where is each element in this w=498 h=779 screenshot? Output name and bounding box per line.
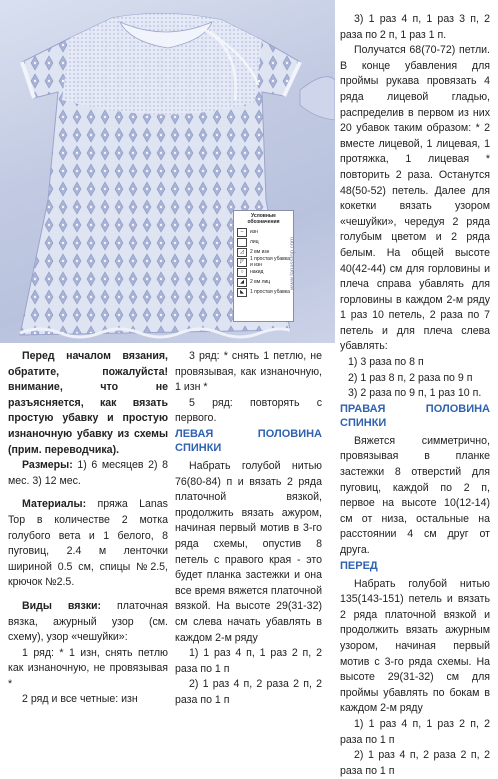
stitch-legend	[233, 210, 294, 322]
knit-symbol-icon	[237, 238, 247, 247]
watermark: www.lanasstop.com	[290, 236, 296, 290]
right-column	[340, 12, 490, 779]
neck-decrease-1: 1) 3 раза по 8 п	[348, 356, 424, 369]
legend-item: ◣ 1 простая убавка	[237, 287, 290, 297]
section-heading-front: ПЕРЕД	[340, 559, 378, 572]
translator-note: Перед началом вязания, обратите, пожалуйста! внимание, что не разъясняется, как вязать простую убавку и простую изнаночную убавку из схемы (прим. переводчика).	[8, 350, 168, 456]
legend-item: лиц	[237, 237, 290, 247]
pattern-row-2: 2 ряд и все четные: изн	[22, 693, 138, 706]
materials-paragraph: Материалы: пряжа Lanas Top в количестве 2 мотка голубого вета и 1 белого, 8 пуговиц, 2.4 м ленточки шириной 0.5 см, спицы №2.5, крючок №2.5.	[8, 498, 168, 589]
pattern-row-5: 5 ряд: повторять с первого.	[175, 396, 322, 425]
legend-item: ◿ 2 вм изн	[237, 247, 290, 257]
decrease-size-2: 2) 1 раз 4 п, 2 раза 2 п, 2 раза по 1 п	[175, 678, 322, 706]
neck-decrease-list	[340, 355, 490, 402]
left-back-instructions: Набрать голубой нитью 76(80-84) п и вязать 2 ряда платочной вязкой, продолжить вязать ажуром, начиная первый мотив в 3-го ряда схемы, опустив 8 петель с правого края - это будет планка застежки и она все время вяжется платочной вязкой. На высоте 29(31-32) см слева начать убавлять в каждом 2-м ряду	[175, 459, 322, 644]
dress-photo	[0, 0, 335, 343]
pattern-row-3: 3 ряд: * снять 1 петлю, не провязывая, как изнаночную, 1 изн *	[175, 350, 322, 394]
decrease-size-3: 3) 1 раз 4 п, 1 раз 3 п, 2 раза по 2 п, 1 раз 1 п.	[340, 13, 490, 41]
armhole-instructions: Получатся 68(70-72) петли. В конце убавления для проймы рукава провязать 4 ряда лицевой гладью, распределив в первом из них 20 убавок таким образом: * 2 вместе лицевой, 1 лицевая, 1 протяжка, 1 лицевая * повторить 2 раза. Останутся 48(50-52) петель. Далее для кокетки вязать узором «чешуйки», чередуя 2 ряда голубым цветом и 2 ряда белым. На общей высоте 40(42-44) см для горловины и плеча справа убавлять для горловины в каждом 2-м ряду 1 раз 10 петель, 2 раза по 7 петель и для плеча слева убавлять:	[340, 44, 490, 353]
purl-symbol-icon: –	[237, 228, 247, 237]
decrease-size-1: 1) 1 раз 4 п, 1 раз 2 п, 2 раза по 1 п	[175, 647, 322, 675]
yarn-over-icon: ○	[237, 268, 247, 277]
front-decrease-1: 1) 1 раз 4 п, 1 раз 2 п, 2 раза по 1 п	[340, 717, 490, 746]
knit-two-together-icon: ◢	[237, 278, 247, 287]
middle-column	[175, 349, 322, 708]
stitch-types-paragraph: Виды вязки: платочная вязка, ажурный узор (см. схему), узор «чешуйки»:	[8, 599, 168, 644]
pattern-row-1: 1 ряд: * 1 изн, снять петлю как изнаночную, не провязывая *	[8, 646, 168, 690]
section-heading-right-back: ПРАВАЯ ПОЛОВИНА СПИНКИ	[340, 402, 490, 429]
neck-decrease-2: 2) 1 раз 8 п, 2 раза по 9 п	[348, 371, 473, 384]
simple-decrease-purl-icon: ◸	[237, 258, 247, 267]
purl-two-together-icon: ◿	[237, 248, 247, 257]
right-back-instructions: Вяжется симметрично, провязывая в планке застежки 8 отверстий для пуговиц, каждой по 2 п, первое на высоте 10(12-14) см от низа, остальные на расстоянии 4 см друг от друга.	[340, 434, 490, 556]
legend-item: ◢ 2 вм лиц	[237, 277, 290, 287]
front-instructions: Набрать голубой нитью 135(143-151) петель и вязать 2 ряда платочной вязкой и продолжить вязать ажурным узором, начиная первый мотив с 3-го ряда схемы. На высоте 29(31-32) см для проймы убавлять по бокам в каждом 2-м ряду	[340, 577, 490, 715]
section-heading-left-back: ЛЕВАЯ ПОЛОВИНА СПИНКИ	[175, 427, 322, 454]
legend-item: – изн	[237, 227, 290, 237]
simple-decrease-icon: ◣	[237, 288, 247, 297]
sizes-paragraph: Размеры: 1) 6 месяцев 2) 8 мес. 3) 12 мес.	[8, 459, 168, 487]
legend-title: Условные обозначения	[247, 213, 280, 225]
neck-decrease-3: 3) 2 раза по 9 п, 1 раз 10 п.	[348, 387, 482, 400]
legend-item: ◸ 1 простая убавка и изн	[237, 257, 290, 267]
legend-item: ○ накид	[237, 267, 290, 277]
left-column	[8, 349, 168, 708]
front-decrease-2: 2) 1 раз 4 п, 2 раза 2 п, 2 раза по 1 п	[340, 749, 490, 777]
